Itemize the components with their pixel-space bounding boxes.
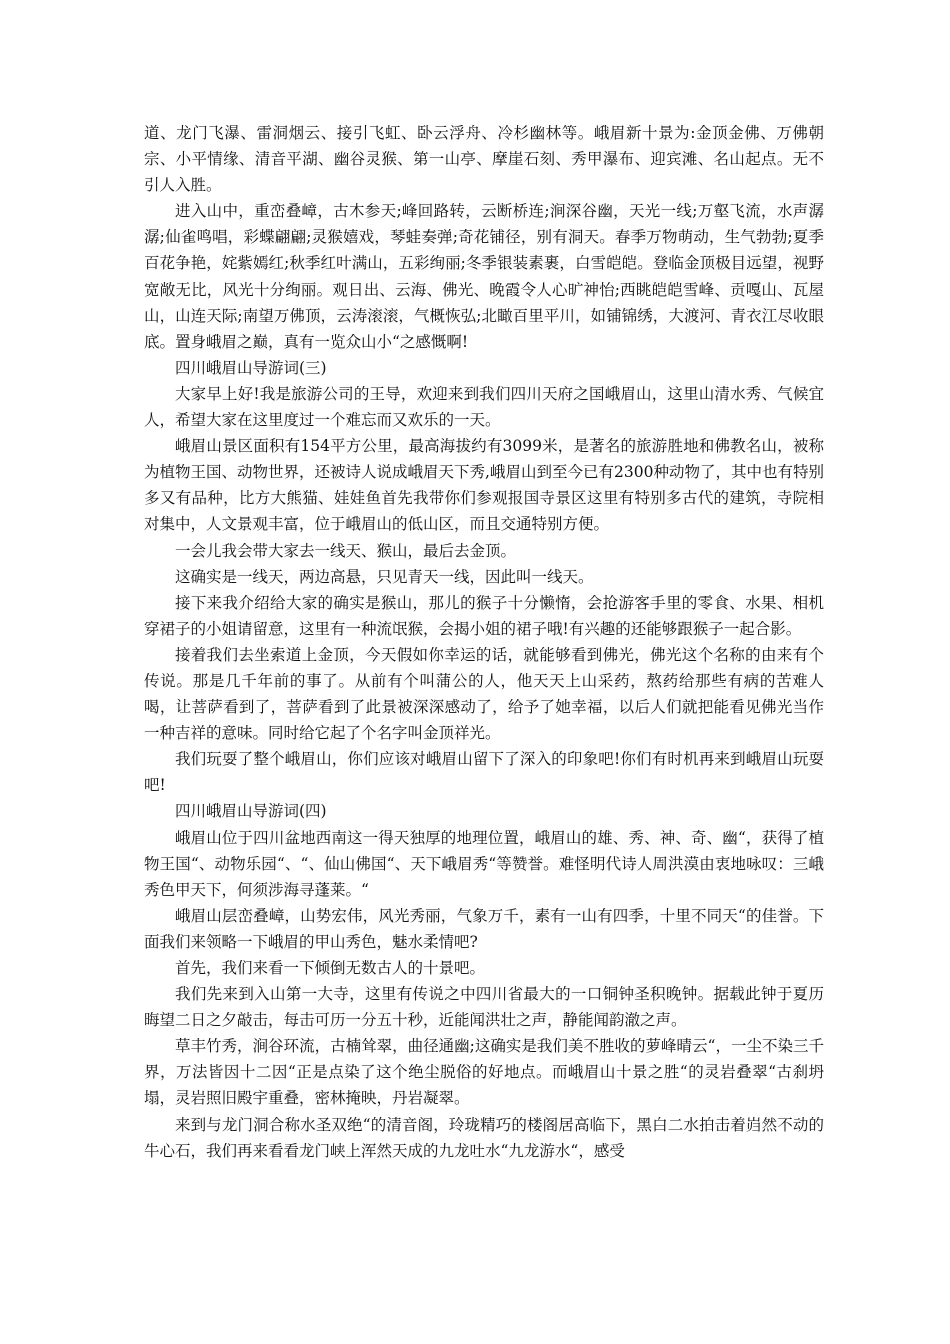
paragraph-greeting: 大家早上好!我是旅游公司的王导，欢迎来到我们四川天府之国峨眉山，这里山清水秀、气候宜人，希望大家在这里度过一个难忘而又欢乐的一天。 [144, 384, 824, 430]
paragraph-bell: 我们先来到入山第一大寺，这里有传说之中四川省最大的一口铜钟圣积晚钟。据载此钟于夏历晦望二日之夕敲击，每击可历一分五十秒，近能闻洪壮之声，静能闻韵澈之声。 [144, 985, 824, 1030]
section-heading-four: 四川峨眉山导游词(四) [175, 802, 327, 821]
paragraph-monkey-mountain: 接下来我介绍给大家的确实是猴山，那儿的猴子十分懒惰，会抢游客手里的零食、水果、相机穿裙子的小姐请留意，这里有一种流氓猴，会揭小姐的裙子哦!有兴趣的还能够跟猴子一起合影。 [144, 593, 824, 638]
paragraph-golden-summit: 接着我们去坐索道上金顶，今天假如你幸运的话，就能够看到佛光，佛光这个名称的由来有个传说。那是几千年前的事了。从前有个叫蒲公的人，他天天上山采药，熬药给那些有病的苦难人喝，让菩萨看到了，菩萨看到了此景被深深感动了，给予了她幸福，以后人们就把能看见佛光当作一种吉祥的意味。同时给它起了个名字叫金顶祥光。 [144, 645, 824, 743]
document-page [144, 120, 824, 1164]
paragraph-mountain-scenery: 进入山中，重峦叠嶂，古木参天;峰回路转，云断桥连;涧深谷幽，天光一线;万壑飞流，水声潺潺;仙雀鸣唱，彩蝶翩翩;灵猴嬉戏，琴蛙奏弹;奇花铺径，别有洞天。春季万物萌动，生气勃勃;夏季百花争艳，姹紫嫣红;秋季红叶满山，五彩绚丽;冬季银装素裹，白雪皑皑。登临金顶极目远望，视野宽敞无比，风光十分绚丽。观日出、云海、佛光、晚霞令人心旷神怡;西眺皑皑雪峰、贡嘎山、瓦屋山，山连天际;南望万佛顶，云涛滚滚，气概恢弘;北瞰百里平川，如铺锦绣，大渡河、青衣江尽收眼底。置身峨眉之巅，真有一览众山小“之感慨啊! [144, 202, 824, 351]
section-heading-three: 四川峨眉山导游词(三) [175, 358, 327, 377]
paragraph-farewell: 我们玩耍了整个峨眉山，你们应该对峨眉山留下了深入的印象吧!你们有时机再来到峨眉山玩耍吧! [144, 750, 824, 795]
paragraph-location: 峨眉山位于四川盆地西南这一得天独厚的地理位置，峨眉山的雄、秀、神、奇、幽“，获得了植物王国“、动物乐园“、“、仙山佛国“、天下峨眉秀“等赞誉。难怪明代诗人周洪漠由衷地咏叹：三峨秀色甲天下，何须涉海寻蓬莱。“ [144, 828, 824, 899]
paragraph-four-seasons: 峨眉山层峦叠嶂，山势宏伟，风光秀丽，气象万千，素有一山有四季，十里不同天“的佳誉。下面我们来领略一下峨眉的甲山秀色，魅水柔情吧? [144, 906, 824, 951]
paragraph-scenic-area: 峨眉山景区面积有154平方公里，最高海拔约有3099米，是著名的旅游胜地和佛教名山，被称为植物王国、动物世界，还被诗人说成峨眉天下秀,峨眉山到至今已有2300种动物了，其中也有特别多又有品种，比方大熊猫、娃娃鱼首先我带你们参观报国寺景区这里有特别多古代的建筑，寺院相对集中，人文景观丰富，位于峨眉山的低山区，而且交通特别方便。 [144, 437, 824, 534]
paragraph-qingyin-pavilion: 来到与龙门洞合称水圣双绝“的清音阁，玲珑精巧的楼阁居高临下，黑白二水拍击着岿然不动的牛心石，我们再来看看龙门峡上浑然天成的九龙吐水“九龙游水“，感受 [144, 1115, 824, 1160]
paragraph-intro-continued: 道、龙门飞瀑、雷洞烟云、接引飞虹、卧云浮舟、冷杉幽林等。峨眉新十景为:金顶金佛、万佛朝宗、小平情缘、清音平湖、幽谷灵猴、第一山亭、摩崖石刻、秀甲瀑布、迎宾滩、名山起点。无不引人入胜。 [144, 124, 824, 195]
paragraph-ten-views: 首先，我们来看一下倾倒无数古人的十景吧。 [175, 959, 486, 977]
paragraph-yixiantian: 这确实是一线天，两边高悬，只见青天一线，因此叫一线天。 [175, 567, 594, 586]
paragraph-itinerary: 一会儿我会带大家去一线天、猴山，最后去金顶。 [175, 541, 517, 560]
paragraph-luofeng: 草丰竹秀，涧谷环流，古楠耸翠，曲径通幽;这确实是我们美不胜收的萝峰晴云“，一尘不染三千界，万法皆因十二因“正是点染了这个绝尘脱俗的好地点。而峨眉山十景之胜“的灵岩叠翠“古刹坍塌，灵岩照旧殿宇重叠，密林掩映，丹岩凝翠。 [144, 1037, 824, 1108]
